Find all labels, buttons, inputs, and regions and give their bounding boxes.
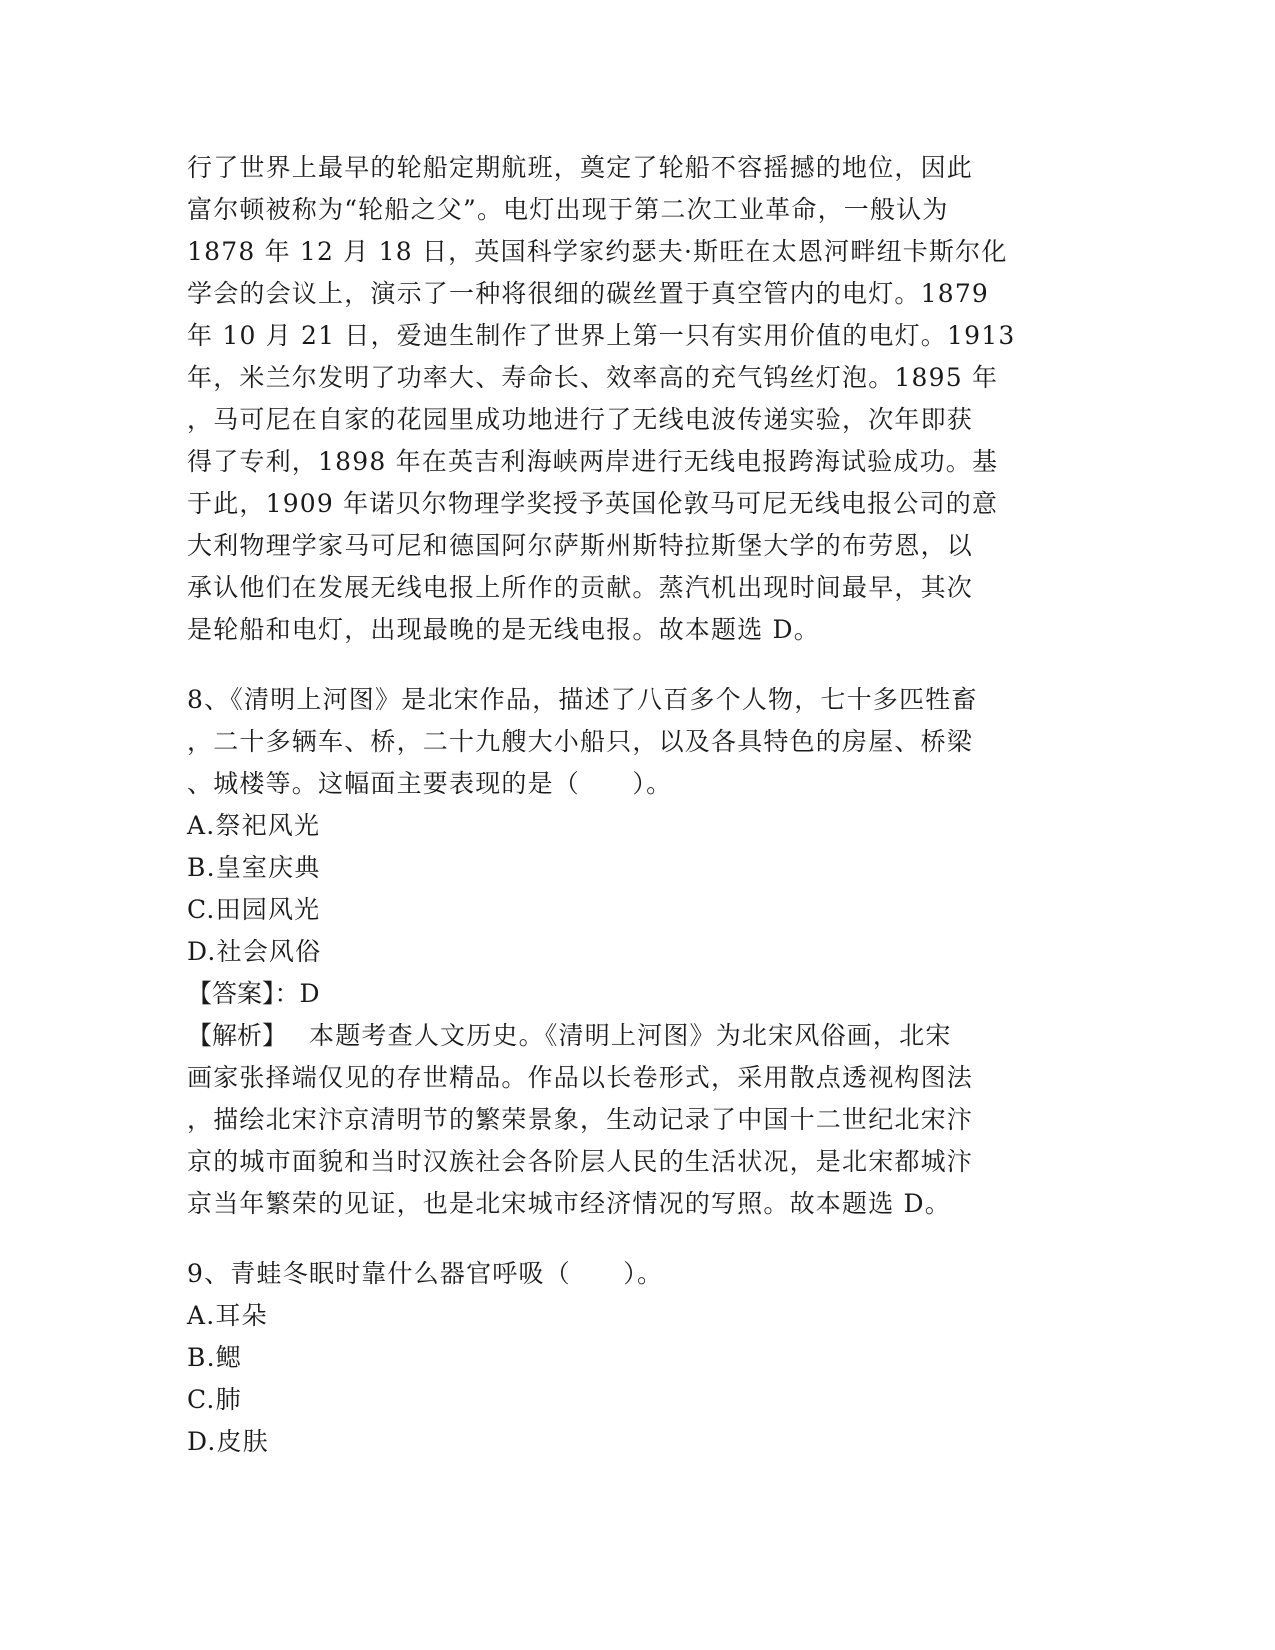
previous-explanation	[187, 147, 1087, 651]
option-b: B.皇室庆典	[187, 853, 321, 882]
analysis-line	[187, 1015, 1087, 1057]
explanation-line: 年，米兰尔发明了功率大、寿命长、效率高的充气钨丝灯泡。1895 年	[187, 363, 999, 392]
analysis-line: 京的城市面貌和当时汉族社会各阶层人民的生活状况，是北宋都城汴	[187, 1147, 974, 1176]
explanation-line: 承认他们在发展无线电报上所作的贡献。蒸汽机出现时间最早，其次	[187, 573, 974, 602]
question-stem-line: 8、《清明上河图》是北宋作品，描述了八百多个人物，七十多匹牲畜	[187, 685, 978, 714]
analysis-line: ，描绘北宋汴京清明节的繁荣景象，生动记录了中国十二世纪北宋汴	[187, 1105, 974, 1134]
explanation-line: 于此，1909 年诺贝尔物理学奖授予英国伦敦马可尼无线电报公司的意	[187, 489, 999, 518]
explanation-line: 学会的会议上，演示了一种将很细的碳丝置于真空管内的电灯。1879	[187, 279, 990, 308]
question-8	[187, 679, 1087, 1225]
option-b: B.鳃	[187, 1343, 242, 1372]
option-d: D.社会风俗	[187, 937, 322, 966]
explanation-line: 得了专利，1898 年在英吉利海峡两岸进行无线电报跨海试验成功。基	[187, 447, 999, 476]
analysis-line: 京当年繁荣的见证，也是北宋城市经济情况的写照。故本题选 D。	[187, 1189, 951, 1218]
option-d: D.皮肤	[187, 1427, 269, 1456]
answer-line	[187, 973, 1087, 1015]
page-content	[187, 147, 1087, 1463]
explanation-line: 行了世界上最早的轮船定期航班，奠定了轮船不容摇撼的地位，因此	[187, 153, 974, 182]
analysis-text: 本题考查人文历史。《清明上河图》为北宋风俗画，北宋	[309, 1021, 952, 1050]
answer-value: D	[299, 979, 321, 1008]
question-stem-line: 、城楼等。这幅面主要表现的是（ ）。	[187, 769, 673, 798]
explanation-line: 年 10 月 21 日，爱迪生制作了世界上第一只有实用价值的电灯。1913	[187, 321, 1016, 350]
analysis-line: 画家张择端仅见的存世精品。作品以长卷形式，采用散点透视构图法	[187, 1063, 974, 1092]
question-stem-line: ，二十多辆车、桥，二十九艘大小船只，以及各具特色的房屋、桥梁	[187, 727, 974, 756]
option-a: A.祭祀风光	[187, 811, 321, 840]
option-a: A.耳朵	[187, 1301, 268, 1330]
analysis-label: 【解析】	[187, 1021, 288, 1050]
explanation-line: 大利物理学家马可尼和德国阿尔萨斯州斯特拉斯堡大学的布劳恩，以	[187, 531, 974, 560]
spacer	[187, 1225, 1087, 1253]
explanation-line: 1878 年 12 月 18 日，英国科学家约瑟夫·斯旺在太恩河畔纽卡斯尔化	[187, 237, 1008, 266]
question-stem-line: 9、青蛙冬眠时靠什么器官呼吸（ ）。	[187, 1259, 664, 1288]
explanation-line: 是轮船和电灯，出现最晚的是无线电报。故本题选 D。	[187, 615, 820, 644]
explanation-line: ，马可尼在自家的花园里成功地进行了无线电波传递实验，次年即获	[187, 405, 974, 434]
answer-label: 【答案】：	[187, 979, 300, 1008]
spacer	[187, 651, 1087, 679]
option-c: C.田园风光	[187, 895, 321, 924]
option-c: C.肺	[187, 1385, 242, 1414]
explanation-line: 富尔顿被称为“轮船之父”。电灯出现于第二次工业革命，一般认为	[187, 195, 949, 224]
question-9	[187, 1253, 1087, 1463]
